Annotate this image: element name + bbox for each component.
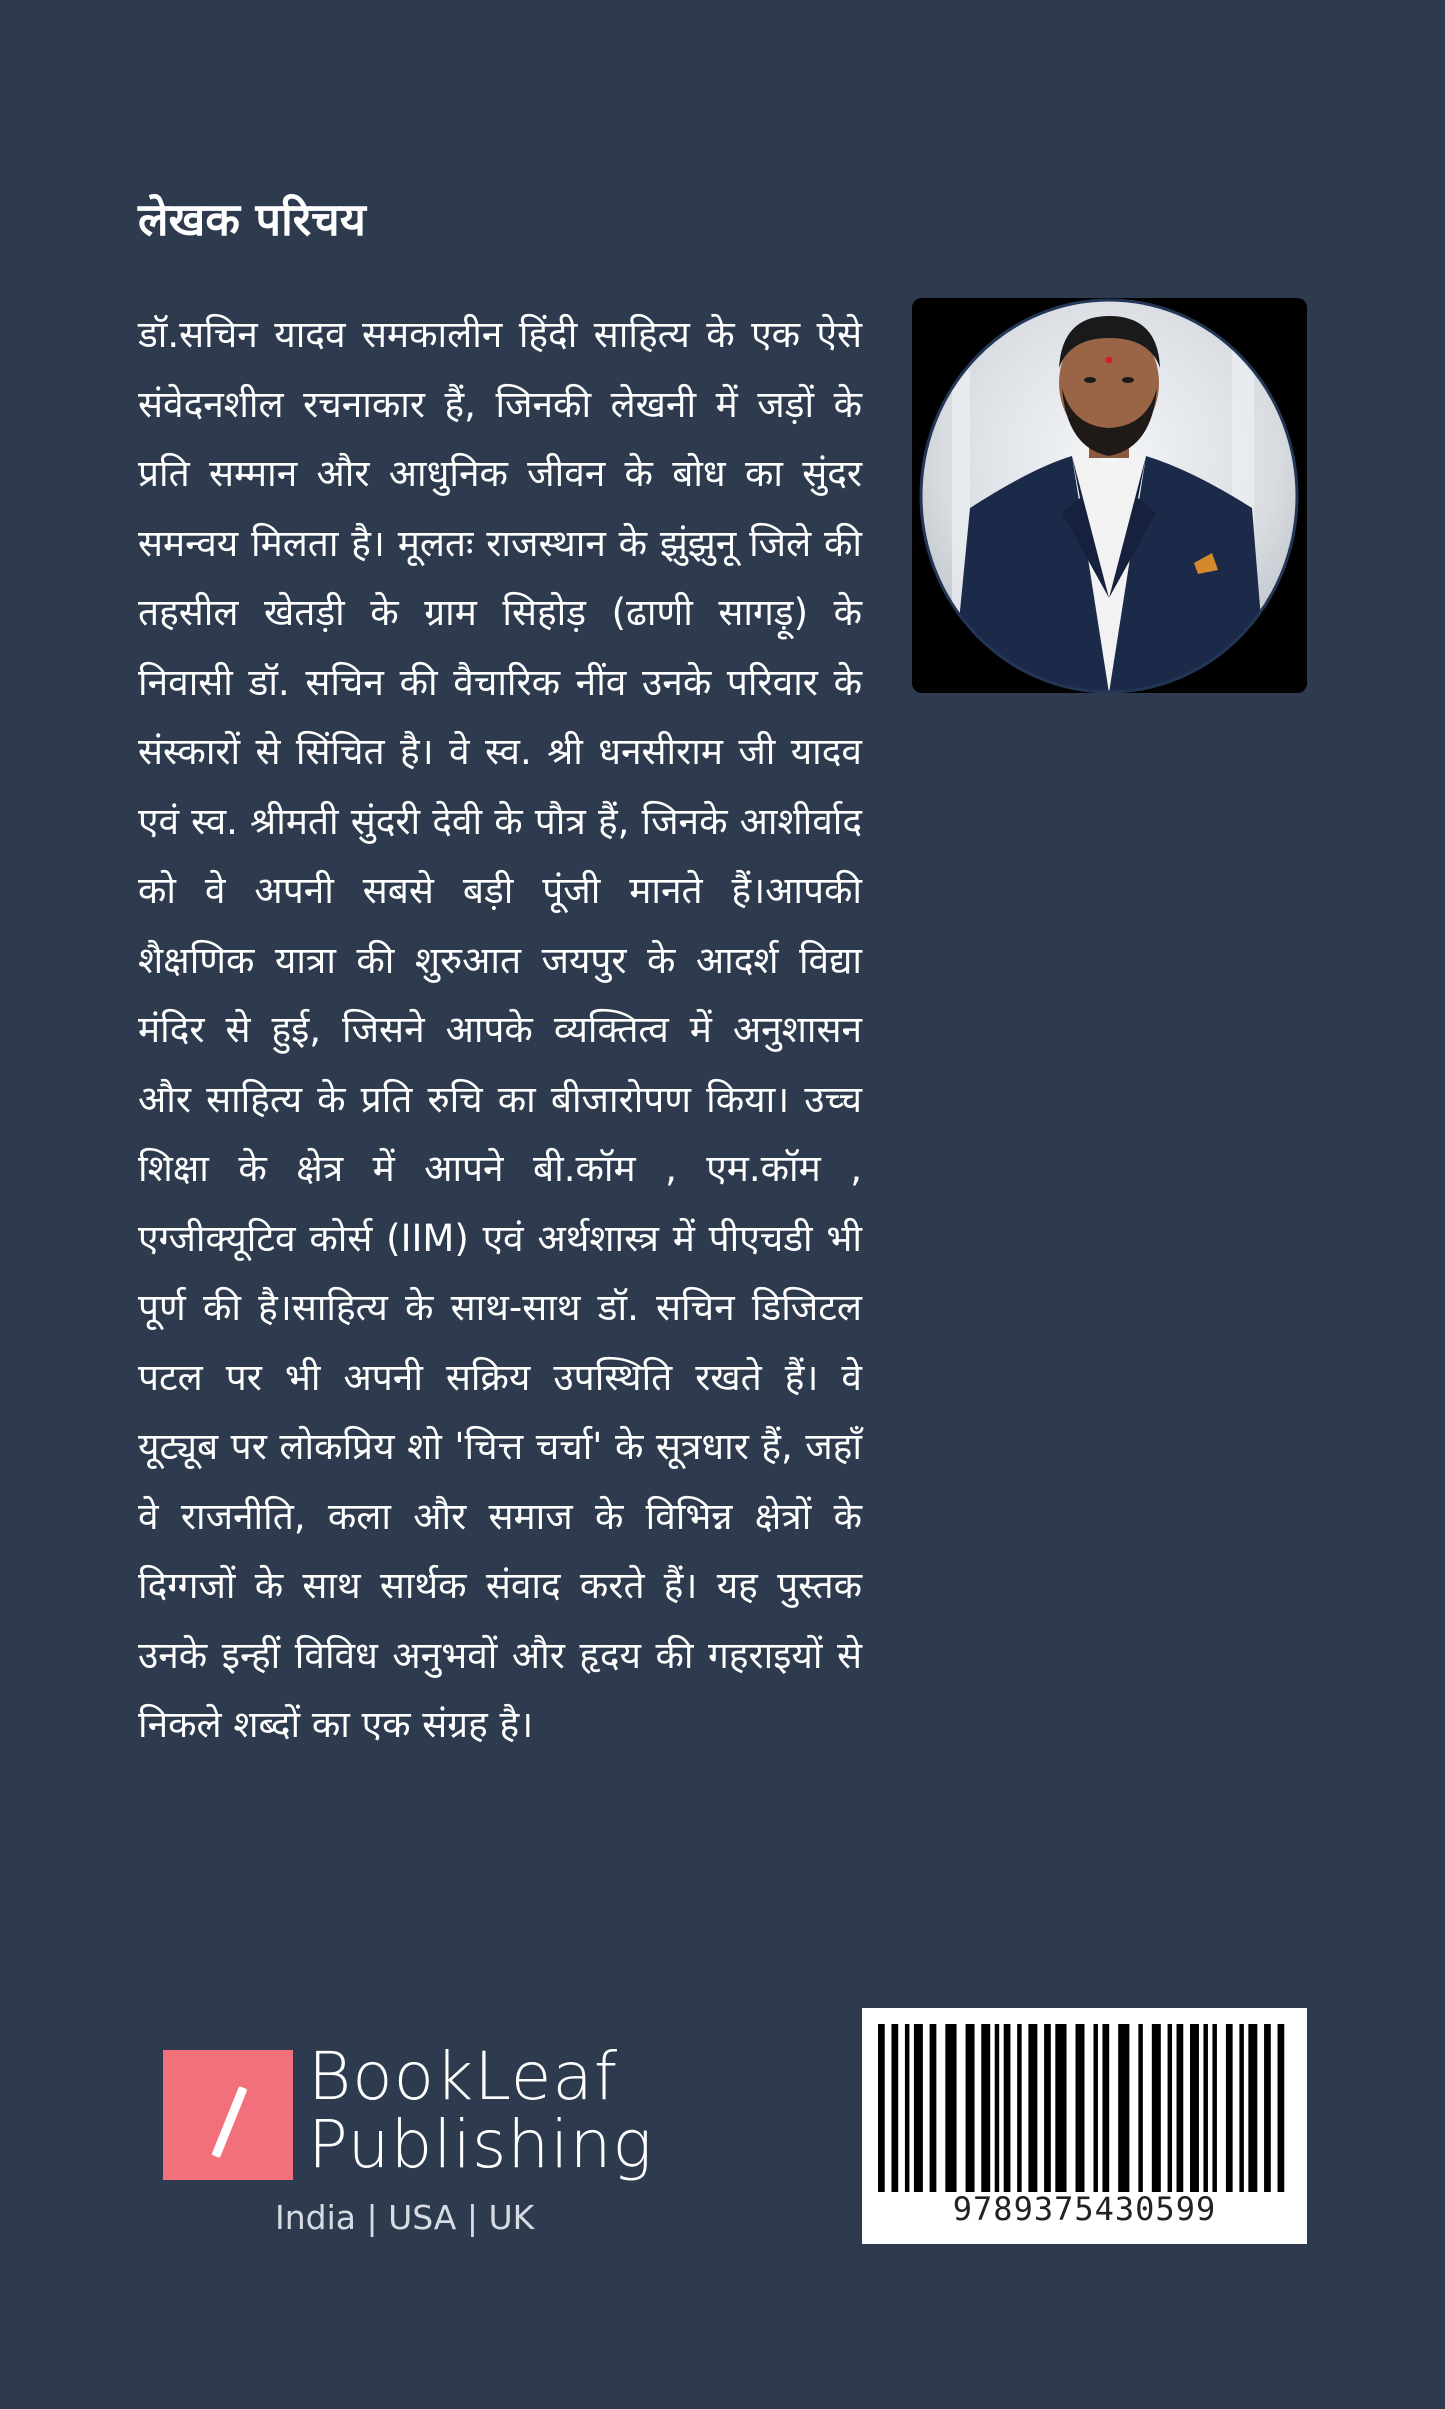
barcode-bar bbox=[878, 2024, 885, 2192]
barcode-bar bbox=[1190, 2024, 1199, 2192]
publisher-logo bbox=[163, 2038, 654, 2202]
barcode-bar bbox=[1017, 2024, 1021, 2192]
barcode-bars bbox=[878, 2024, 1291, 2192]
author-portrait-illustration bbox=[912, 298, 1307, 693]
barcode-bar bbox=[914, 2024, 923, 2192]
publisher-name-line2: Publishing bbox=[308, 2106, 654, 2183]
barcode-bar bbox=[1044, 2024, 1051, 2192]
barcode-bar bbox=[1177, 2024, 1184, 2192]
section-heading: लेखक परिचय bbox=[138, 193, 366, 246]
barcode-bar bbox=[1152, 2024, 1161, 2192]
barcode-bar bbox=[1055, 2024, 1066, 2192]
barcode-bar bbox=[981, 2024, 990, 2192]
barcode-bar bbox=[995, 2024, 999, 2192]
barcode-bar bbox=[1264, 2024, 1271, 2192]
barcode-bar bbox=[945, 2024, 956, 2192]
barcode-bar bbox=[1004, 2024, 1011, 2192]
barcode-bar bbox=[1138, 2024, 1142, 2192]
slash-mark-icon bbox=[163, 2050, 293, 2180]
barcode-bar bbox=[1212, 2024, 1216, 2192]
barcode-bar bbox=[1093, 2024, 1097, 2192]
author-photo bbox=[912, 298, 1307, 693]
isbn-number: 9789375430599 bbox=[952, 2190, 1217, 2228]
barcode-bar bbox=[930, 2024, 937, 2192]
barcode-bar bbox=[1028, 2024, 1037, 2192]
barcode-bar bbox=[1226, 2024, 1233, 2192]
isbn-barcode bbox=[862, 2008, 1307, 2244]
barcode-bar bbox=[905, 2024, 909, 2192]
publisher-name-line1: BookLeaf bbox=[308, 2038, 619, 2115]
barcode-bar bbox=[891, 2024, 898, 2192]
barcode-bar bbox=[1239, 2024, 1243, 2192]
publisher-regions: India | USA | UK bbox=[275, 2198, 535, 2237]
barcode-bar bbox=[1203, 2024, 1207, 2192]
barcode-bar bbox=[1076, 2024, 1085, 2192]
author-bio: डॉ.सचिन यादव समकालीन हिंदी साहित्य के एक ऐसे संवेदनशील रचनाकार हैं, जिनकी लेखनी में जड़ों के प्रति सम्मान और आधुनिक जीवन के बोध का सुंदर समन्वय मिलता है। मूलतः राजस्थान के झुंझुनू जिले की तहसील खेतड़ी के ग्राम सिहोड़ (ढाणी सागड़ू) के निवासी डॉ. सचिन की वैचारिक नींव उनके परिवार के संस्कारों से सिंचित है। वे स्व. श्री धनसीराम जी यादव एवं स्व. श्रीमती सुंदरी देवी के पौत्र हैं, जिनके आशीर्वाद को वे अपनी सबसे बड़ी पूंजी मानते हैं।आपकी शैक्षणिक यात्रा की शुरुआत जयपुर के आदर्श विद्या मंदिर से हुई, जिसने आपके व्यक्तित्व में अनुशासन और साहित्य के प्रति रुचि का बीजारोपण किया। उच्च शिक्षा के क्षेत्र में आपने बी.कॉम , एम.कॉम , एग्जीक्यूटिव कोर्स (IIM) एवं अर्थशास्त्र में पीएचडी भी पूर्ण की है।साहित्य के साथ-साथ डॉ. सचिन डिजिटल पटल पर भी अपनी सक्रिय उपस्थिति रखते हैं। वे यूट्यूब पर लोकप्रिय शो 'चित्त चर्चा' के सूत्रधार हैं, जहाँ वे राजनीति, कला और समाज के विभिन्न क्षेत्रों के दिग्गजों के साथ सार्थक संवाद करते हैं। यह पुस्तक उनके इन्हीं विविध अनुभवों और हृदय की गहराइयों से निकले शब्दों का एक संग्रह है। bbox=[138, 313, 862, 1746]
barcode-bar bbox=[1118, 2024, 1129, 2192]
barcode-bar bbox=[1278, 2024, 1285, 2192]
barcode-bar bbox=[966, 2024, 975, 2192]
barcode-bar bbox=[1168, 2024, 1172, 2192]
barcode-bar bbox=[1248, 2024, 1257, 2192]
barcode-bar bbox=[1102, 2024, 1109, 2192]
